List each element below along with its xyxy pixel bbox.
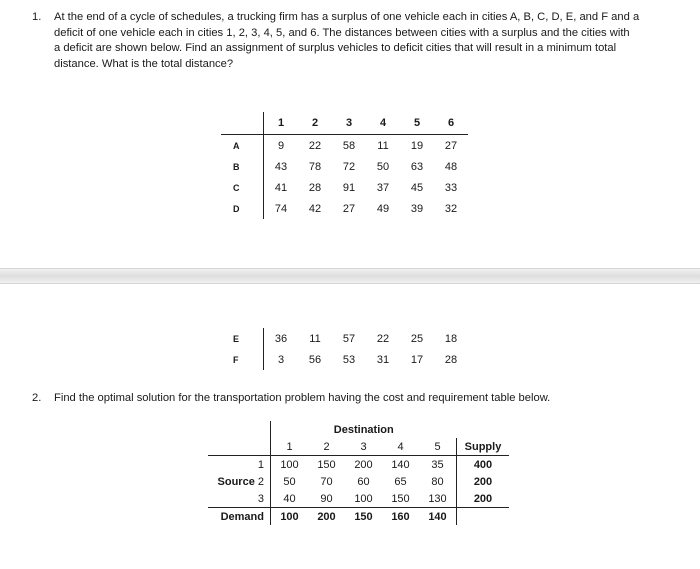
cell: 22	[308, 139, 322, 152]
cell: 53	[342, 353, 356, 366]
distance-table-part-1	[221, 112, 468, 219]
source-header: Source	[217, 475, 255, 488]
supply-value: 200	[457, 490, 510, 508]
column-header: 5	[400, 112, 434, 135]
source-number: 2	[257, 475, 264, 488]
cell: 32	[444, 202, 458, 215]
cell: 18	[444, 332, 458, 345]
cell: 78	[308, 160, 322, 173]
column-header: 2	[308, 438, 345, 456]
cell: 200	[354, 458, 373, 471]
row-label: A	[221, 135, 264, 157]
cell: 9	[277, 139, 285, 152]
table-row	[221, 328, 468, 349]
cell: 50	[376, 160, 390, 173]
cell: 150	[382, 490, 419, 508]
cell: 57	[342, 332, 356, 345]
column-header: 1	[264, 112, 299, 135]
cell: 19	[410, 139, 424, 152]
cell: 31	[376, 353, 390, 366]
cell: 72	[342, 160, 356, 173]
cell: 33	[444, 181, 458, 194]
question-1-line: distance. What is the total distance?	[54, 57, 234, 70]
demand-label: Demand	[208, 508, 271, 526]
demand-value: 150	[354, 510, 373, 523]
cell: 40	[271, 490, 309, 508]
question-2-number: 2.	[32, 392, 42, 404]
column-header: 2	[298, 112, 332, 135]
cell: 58	[342, 139, 356, 152]
demand-value: 200	[317, 510, 336, 523]
transportation-table	[208, 421, 509, 525]
demand-row	[208, 508, 509, 526]
destination-header: Destination	[333, 423, 394, 436]
cell: 49	[376, 202, 390, 215]
column-header: 4	[366, 112, 400, 135]
column-header: 6	[434, 112, 468, 135]
cell: 27	[444, 139, 458, 152]
transport-column-headers	[208, 438, 509, 456]
cell: 17	[410, 353, 424, 366]
table-row	[221, 156, 468, 177]
cell: 37	[376, 181, 390, 194]
demand-value: 140	[428, 510, 447, 523]
cell: 100	[280, 458, 299, 471]
question-1-text	[54, 10, 672, 72]
distance-table-part-2	[221, 328, 468, 370]
row-label: D	[221, 198, 264, 219]
cell: 65	[394, 475, 407, 488]
cell: 48	[444, 160, 458, 173]
supply-header: Supply	[457, 438, 510, 456]
cell: 100	[345, 490, 382, 508]
cell: 130	[419, 490, 457, 508]
cell: 91	[342, 181, 356, 194]
column-header: 3	[332, 112, 366, 135]
question-1-line: deficit of one vehicle each in cities 1, 2, 3, 4, 5, and 6. The distances between cities with a surplus and the cities with	[54, 26, 630, 39]
cell: 35	[431, 458, 444, 471]
column-header: 1	[271, 438, 309, 456]
cell: 11	[309, 332, 321, 345]
question-1-line: a deficit are shown below. Find an assignment of surplus vehicles to deficit cities that will result in a minimum total	[54, 42, 617, 54]
question-1-number: 1.	[32, 11, 42, 23]
column-header: 5	[419, 438, 457, 456]
cell: 80	[431, 475, 444, 488]
cell: 39	[410, 202, 424, 215]
table-row	[221, 349, 468, 370]
cell: 90	[308, 490, 345, 508]
cell: 42	[308, 202, 322, 215]
cell: 60	[357, 475, 370, 488]
demand-value: 100	[280, 510, 299, 523]
cell: 43	[274, 160, 288, 173]
cell: 22	[376, 332, 390, 345]
source-label	[208, 473, 271, 490]
table-row	[208, 473, 509, 490]
column-header: 3	[345, 438, 382, 456]
cell: 25	[410, 332, 424, 345]
row-label: C	[221, 177, 264, 198]
question-2-text: Find the optimal solution for the transportation problem having the cost and requirement table below.	[54, 392, 551, 404]
row-label: B	[221, 156, 264, 177]
table-row	[208, 490, 509, 508]
source-label: 1	[208, 456, 271, 474]
page-2	[0, 284, 700, 569]
cell: 45	[410, 181, 424, 194]
cell: 41	[274, 181, 288, 194]
cell: 3	[277, 353, 285, 366]
cell: 28	[444, 353, 458, 366]
supply-value: 200	[457, 473, 510, 490]
cell: 28	[308, 181, 322, 194]
page-1	[0, 0, 700, 268]
question-1-line: At the end of a cycle of schedules, a trucking firm has a surplus of one vehicle each in cities A, B, C, D, E, and F and a	[54, 11, 640, 23]
column-header: 4	[382, 438, 419, 456]
demand-value: 160	[391, 510, 410, 523]
row-label: E	[221, 328, 264, 349]
cell: 140	[391, 458, 410, 471]
row-label: F	[221, 349, 264, 370]
table-row	[221, 135, 468, 157]
cell: 74	[274, 202, 288, 215]
cell: 27	[342, 202, 356, 215]
supply-value: 400	[457, 456, 510, 474]
distance-table-header	[221, 112, 468, 135]
table-row	[208, 456, 509, 474]
page-separator	[0, 268, 700, 284]
cell: 50	[283, 475, 296, 488]
table-row	[221, 198, 468, 219]
cell: 150	[317, 458, 336, 471]
cell: 36	[274, 332, 288, 345]
cell: 11	[377, 139, 389, 152]
table-row	[221, 177, 468, 198]
source-label: 3	[208, 490, 271, 508]
cell: 70	[320, 475, 333, 488]
cell: 56	[308, 353, 322, 366]
cell: 63	[410, 160, 424, 173]
